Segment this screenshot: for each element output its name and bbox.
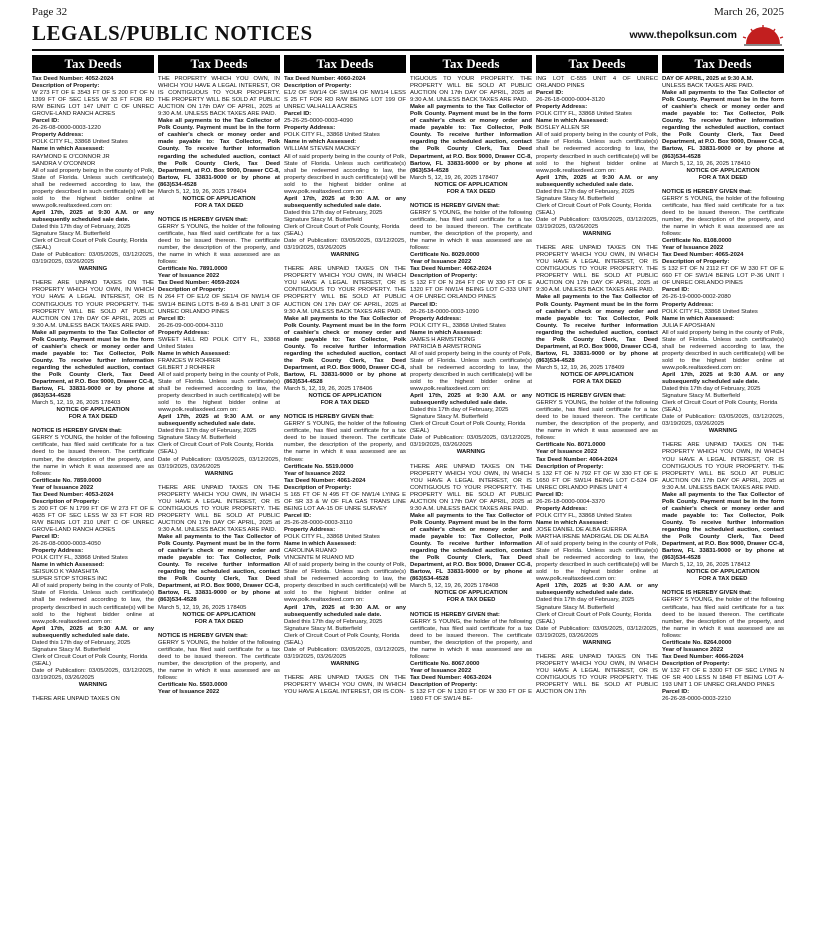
notice-bold-text: NOTICE IS HEREBY GIVEN that: [284,414,374,421]
website-link[interactable]: www.thepolksun.com [629,29,737,41]
notice-text: GERRY S YOUNG, the holder of the following certificate, has filed said certificate for a tax deed to be issued thereon. The certificate number, the description of the property, and the name in which it was assessed are as follows: [158,223,280,266]
notice-text: GERRY S YOUNG, the holder of the following certificate, has filed said certificate for a tax deed to be issued thereon. The certificate number, the description of the property, and the name in which it was assessed are as follows: [32,435,154,477]
notice-text: GERRY S YOUNG, the holder of the following certificate, has filed said certificate for a tax deed to be issued thereon. The certificate number, the description of the property, and the name in which it was assessed are as follows: [158,639,280,681]
notice-text: 26-26-19-0000-0002-2080 [662,294,731,301]
notice-text: Dated this 17th day of February, 2025 Signature Stacy M. Butterfield Clerk of Circuit Court of Polk County, Florida (SEAL) Date of Publication: 03/05/2025, 03/12/2025, 03/19/2025, 03/26/2025 [32,223,154,266]
warning-label: WARNING [330,660,360,667]
notice-text: W 132 FT OF E 3300 FT OF SEC LYING N OF SR 400 LESS N 1848 FT BEING LOT A-193 UNIT 1 OF UNREC ORLANDO PINES [662,667,784,689]
notice-text: THERE ARE UNPAID TAXES ON THE PROPERTY WHICH YOU OWN, IN WHICH YOU HAVE A LEGAL INTEREST, OR IS CONTIGUOUS TO YOUR PROPERTY. THE PROPERTY WILL BE SOLD AT PUBLIC AUCTION ON 17th DAY OF APRIL, 2025 at 9:30 A.M. UNLESS BACK TAXES ARE PAID. [284,266,406,315]
notice-bold-text: Parcel ID: [284,512,312,519]
notice-text: 25-26-28-0000-0003-3110 [284,519,353,526]
notice-bold-text: Parcel ID: [662,287,690,294]
notice-bold-text: Name in which Assessed: [158,350,231,357]
notice-text: S 132 FT OF N 264 FT OF W 330 FT OF E 1320 FT OF NW1/4 BEING LOT C-333 UNIT 4 OF UNREC ORLANDO PINES [410,280,532,301]
notice-text: THERE ARE UNPAID TAXES ON THE PROPERTY WHICH YOU OWN, IN WHICH YOU HAVE A LEGAL INTEREST, OR IS CONTIGUOUS TO YOUR PROPERTY. THE PROPERTY WILL BE SOLD AT PUBLIC AUCTION ON 17th DAY OF APRIL, 2025 at 9:30 A.M. UNLESS BACK TAXES ARE PAID. [662,442,784,491]
warning-label: WARNING [582,231,612,238]
notice-text: S 132 FT OF N 1320 FT OF W 330 FT OF E 1980 FT OF SW1/4 BE- [410,689,532,703]
column-heading: Tax Deeds [284,55,406,73]
notice-text: POLK CITY FL, 33868 United States [284,132,380,139]
notice-text: Dated this 17th day of February, 2025 Signature Stacy M. Butterfield Clerk of Circuit Court of Polk County, Florida (SEAL) Date of Publication: 03/05/2025, 03/12/2025, 03/19/2025, 03/26/2025 [662,386,784,428]
notice-bold-text: Certificate No. 7891.0000 Year of Issuance 2022 Tax Deed Number: 4059-2024 Description of Property: [158,266,240,294]
notice-text: BOSLEY ALLEN SR All of said property being in the county of Polk, State of Florida. Unless such certificate(s) shall be redeemed according to law, the property described in such certificate(s) will be sold to the highest bidder online at www.polk.realtaxdeed.com on: [536,125,658,174]
notice-text: CAROLINA RUANO VINCENTE M RUANO MD All of said property being in the county of Polk, State of Florida. Unless such certificate(s) shall be redeemed according to law, the property described in such certificate(s) will be sold to the highest bidder online at www.polk.realtaxdeed.com on: [284,548,406,604]
notice-heading: NOTICE OF APPLICATION FOR A TAX DEED [182,611,256,625]
notice-text: POLK CITY FL, 33868 United States [536,111,632,118]
notice-text: THERE ARE UNPAID TAXES ON THE PROPERTY WHICH YOU OWN, IN WHICH YOU HAVE A LEGAL INTEREST, OR IS CONTIGUOUS TO YOUR PROPERTY. THE PROPERTY WILL BE SOLD AT PUBLIC AUCTION ON 17th DAY OF APRIL, 2025 at 9:30 A.M. UNLESS BACK TAXES ARE PAID. [536,245,658,294]
notice-text: March 5, 12, 19, 26, 2025 178409 [536,364,625,371]
column-text [32,76,154,932]
notice-bold-text: April 17th, 2025 at 9:30 A.M. or any subsequently scheduled sale date. [284,195,406,209]
notice-text: 26-26-09-000-0004-3110 [158,322,224,329]
notice-text: JULIA F APOSHIAN All of said property being in the county of Polk, State of Florida. Unless such certificate(s) shall be redeemed according to law, the property described in such certificate(s) will be sold to the highest bidder online at www.polk.realtaxdeed.com on: [662,322,784,371]
notice-text: N 264 FT OF E1/2 OF SE1/4 OF NW1/4 OF SW1/4 BEING LOTS B-69 & B-81 UNIT 3 OF UNREC ORLANDO PINES [158,294,280,315]
notice-text: RAYMOND E O'CONNOR JR SANDRA V O'CONNOR All of said property being in the county of Polk, State of Florida. Unless such certificate(s) shall be redeemed according to law, the property described in such certificate(s) will be sold to the highest bidder online at www.polk.realtaxdeed.com on: [32,153,154,209]
notice-bold-text: NOTICE IS HEREBY GIVEN that: [662,188,752,195]
notice-text: 26-26-28-0000-0003-2210 [662,696,731,703]
notice-text: 26-26-18-0000-0004-3370 [536,498,605,505]
notice-text: Dated this 17th day of February, 2025 Signature Stacy M. Butterfield Clerk of Circuit Court of Polk County, Florida (SEAL) Date of Publication: 03/05/2025, 03/12/2025, 03/19/2025, 03/26/2025 [284,209,406,252]
notice-heading: NOTICE OF APPLICATION FOR A TAX DEED [308,393,382,407]
notice-bold-text: April 17th, 2025 at 9:30 A.M. or any subsequently scheduled sale date. [536,583,658,597]
notice-bold-text: Certificate No. 8071.0000 Year of Issuance 2022 Tax Deed Number: 4064-2024 Description of Property: [536,442,618,470]
notice-bold-text: NOTICE IS HEREBY GIVEN that: [662,590,752,597]
notice-text: 26-26-18-0000-0003-1090 [410,308,479,315]
notice-text: JOSE DANIEL DE ALBA GUERRA MARTHA IRENE MADRIGAL DE DE ALBA All of said property being in the county of Polk, State of Florida. Unless such certificate(s) shall be redeemed according to law, the property described in such certificate(s) will be sold to the highest bidder online at www.polk.realtaxdeed.com on: [536,527,658,583]
notice-text: 26-26-08-0000-0003-4050 [32,541,101,548]
notice-bold-text: April 17th, 2025 at 9:30 A.M. or any subsequently scheduled sale date. [284,604,406,618]
notice-bold-text: Certificate No. 8067.0000 Year of Issuance 2022 Tax Deed Number: 4063-2024 Description of Property: [410,660,492,689]
sun-logo-icon [742,24,784,46]
column-5 [536,55,658,935]
notice-heading: NOTICE OF APPLICATION FOR A TAX DEED [434,590,508,604]
notice-bold-text: Name in which Assessed: [284,139,357,146]
notice-text: TIGUOUS TO YOUR PROPERTY. THE PROPERTY WILL BE SOLD AT PUBLIC AUCTION ON 17th DAY OF APRIL, 2025 at 9:30 A.M. UNLESS BACK TAXES ARE PAID. [410,76,532,104]
notice-text: SEISUKO K YAMASHITA SUPER STOP STORES INC All of said property being in the county of Polk, State of Florida. Unless such certificate(s) shall be redeemed according to law, the property described in such certificate(s) will be sold to the highest bidder online at www.polk.realtaxdeed.com on: [32,569,154,625]
notice-bold-text: Name in which Assessed: [32,562,105,569]
notice-bold-text: Parcel ID: [158,315,186,322]
notice-text: March 5, 12, 19, 26, 2025 178407 [410,174,499,181]
notice-bold-text: Name in which Assessed: [32,146,105,153]
issue-date: March 26, 2025 [714,6,784,18]
page-header-line [32,6,784,20]
notice-bold-text: Make all payments to the Tax Collector of Polk County. Payment must be in the form of cashier's check or money order and made payable to: Tax Collector, Polk County. To receive further information regarding the scheduled auction, contact the Polk County Clerk, Tax Deed Department, at P.O. Box 9000, Drawer CC-8, Bartow, FL 33831-9000 or by phone at (863)534-4528 [32,329,154,400]
notice-text: GERRY S YOUNG, the holder of the following certificate, has filed said certificate for a tax deed to be issued thereon. The certificate number, the description of the property, and the name in which it was assessed are as follows: [536,400,658,442]
notice-text: Dated this 17th day of February, 2025 Signature Stacy M. Butterfield Clerk of Circuit Court of Polk County, Florida (SEAL) Date of Publication: 03/05/2025, 03/12/2025, 03/19/2025, 03/26/2025 [32,639,154,681]
notice-text: March 5, 12, 19, 26, 2025 178405 [158,604,247,611]
notice-bold-text: Parcel ID: [662,689,690,696]
notice-text: FRANCES W ROHRER GILBERT J ROHRER All of said property being in the county of Polk, State of Florida. Unless such certificate(s) shall be redeemed according to law, the property described in such certificate(s) will be sold to the highest bidder online at www.polk.realtaxdeed.com on: [158,357,280,414]
notice-bold-text: Tax Deed Number: 4060-2024 Description of Property: [284,76,366,90]
notice-bold-text: Name in which Assessed: [284,541,357,548]
notice-bold-text: Certificate No. 8108.0000 Year of Issuance 2022 Tax Deed Number: 4065-2024 Description of Property: [662,238,744,266]
notice-text: GERRY S YOUNG, the holder of the following certificate, has filed said certificate for a tax deed to be issued thereon. The certificate number, the description of the property, and the name in which it was assessed are as follows: [662,597,784,639]
notice-text: W 273 FT OF E 3543 FT OF S 200 FT OF N 1399 FT OF SEC LESS W 33 FT FOR RD R/W BEING LOT 147 UNIT C OF UNREC GROVE-LAND RANCH ACRES [32,90,154,118]
column-heading: Tax Deeds [662,55,784,73]
notice-bold-text: Property Address: [536,505,588,512]
notice-bold-text: Property Address: [536,104,588,111]
notice-bold-text: NOTICE IS HEREBY GIVEN that: [158,216,248,223]
notice-text: Dated this 17th day of February, 2025 Signature Stacy M. Butterfield Clerk of Circuit Court of Polk County, Florida (SEAL) Date of Publication: 03/05/2025, 03/12/2025, 03/19/2025, 03/26/2025 [158,428,280,470]
warning-label: WARNING [582,639,612,646]
notice-text: POLK CITY FL, 33868 United States [284,534,380,541]
warning-label: WARNING [204,470,234,477]
notice-bold-text: Parcel ID: [536,90,564,97]
notice-bold-text: April 17th, 2025 at 9:30 A.M. or any subsequently scheduled sale date. [32,625,154,639]
notice-heading: NOTICE OF APPLICATION FOR A TAX DEED [56,407,130,421]
notice-bold-text: NOTICE IS HEREBY GIVEN that: [158,632,248,639]
column-heading: Tax Deeds [32,55,154,73]
notice-bold-text: Name in which Assessed: [410,329,483,336]
notice-heading: NOTICE OF APPLICATION FOR A TAX DEED [686,569,760,583]
notice-text: THERE ARE UNPAID TAXES ON THE PROPERTY WHICH YOU OWN, IN WHICH YOU HAVE A LEGAL INTEREST, OR IS CONTIGUOUS TO YOUR PROPERTY. THE PROPERTY WILL BE SOLD AT PUBLIC AUCTION ON 17th [536,653,658,696]
warning-label: WARNING [708,428,738,435]
notice-bold-text: Property Address: [284,125,336,132]
column-6 [662,55,784,935]
notice-bold-text: Parcel ID: [32,118,60,125]
masthead [32,22,784,46]
notice-text: 26-26-08-0000-0003-1220 [32,125,101,132]
notice-bold-text: Property Address: [158,329,210,336]
notice-text: THE PROPERTY WHICH YOU OWN, IN WHICH YOU HAVE A LEGAL INTEREST, OR IS CONTIGUOUS TO YOUR PROPERTY. THE PROPERTY WILL BE SOLD AT PUBLIC AUCTION ON 17th DAY OF APRIL, 2025 at 9:30 A.M. UNLESS BACK TAXES ARE PAID. [158,76,280,118]
notice-columns [32,55,784,935]
column-text [536,76,658,932]
site-branding [629,24,784,46]
notice-text: JAMES H ARMSTRONG PATRICIA B ARMSTRONG All of said property being in the county of Polk, State of Florida. Unless such certificate(s) shall be redeemed according to law, the property described in such certificate(s) will be sold to the highest bidder online at www.polk.realtaxdeed.com on: [410,336,532,393]
notice-bold-text: DAY OF APRIL, 2025 at 9:30 A.M. [662,76,754,82]
notice-bold-text: Property Address: [32,132,84,139]
column-text [662,76,784,932]
notice-bold-text: Name in which Assessed: [536,519,609,526]
notice-bold-text: Certificate No. 5519.0000 Year of Issuance 2022 Tax Deed Number: 4061-2024 Description of Property: [284,463,366,491]
notice-text: POLK CITY FL, 33868 United States [32,139,128,146]
notice-text: GERRY S YOUNG, the holder of the following certificate, has filed said certificate for a tax deed to be issued thereon. The certificate number, the description of the property, and the name in which it was assessed are as follows: [410,618,532,660]
notice-text: POLK CITY FL, 33868 United States [536,512,632,519]
notice-text: THERE ARE UNPAID TAXES ON THE PROPERTY WHICH YOU OWN, IN WHICH YOU HAVE A LEGAL INTEREST, OR IS CONTIGUOUS TO YOUR PROPERTY. THE PROPERTY WILL BE SOLD AT PUBLIC AUCTION ON 17th DAY OF APRIL, 2025 at 9:30 A.M. UNLESS BACK TAXES ARE PAID. [32,280,154,329]
notice-text: 26-26-18-0000-0004-3120 [536,97,605,104]
notice-bold-text: Certificate No. 7859.0000 Year of Issuance 2022 Tax Deed Number: 4053-2024 Description of Property: [32,477,114,505]
notice-bold-text: Make all payments to the Tax Collector of Polk County. Payment must be in the form of cashier's check or money order and made payable to: Tax Collector, Polk County. To receive further information regarding the scheduled auction, contact the Polk County Clerk, Tax Deed Department, at P.O. Box 9000, Drawer CC-8, Bartow, FL 33831-9000 or by phone at (863)534-4528 [536,294,658,364]
notice-text: Dated this 17th day of February, 2025 Signature Stacy M. Butterfield Clerk of Circuit Court of Polk County, Florida (SEAL) Date of Publication: 03/05/2025, 03/12/2025, 03/19/2025, 03/26/2025 [536,188,658,230]
warning-label: WARNING [330,252,360,259]
notice-text: UNLESS BACK TAXES ARE PAID. [662,83,754,90]
notice-bold-text: Parcel ID: [284,111,312,118]
column-text [410,76,532,932]
notice-bold-text: Make all payments to the Tax Collector of Polk County. Payment must be in the form of cashier's check or money order and made payable to: Tax Collector, Polk County. To receive further information regarding the scheduled auction, contact the Polk County Clerk, Tax Deed Department, at P.O. Box 9000, Drawer CC-8, Bartow, FL 33831-9000 or by phone at (863)534-4528 [158,534,280,604]
notice-text: GERRY S YOUNG, the holder of the following certificate, has filed said certificate for a tax deed to be issued thereon. The certificate number, the description of the property, and the name in which it was assessed are as follows: [410,209,532,252]
notice-bold-text: April 17th, 2025 at 9:30 A.M. or any subsequently scheduled sale date. [158,414,280,428]
notice-bold-text: Parcel ID: [536,491,564,498]
column-2 [158,55,280,935]
notice-text: THERE ARE UNPAID TAXES ON THE PROPERTY WHICH YOU OWN, IN WHICH YOU HAVE A LEGAL INTEREST, OR IS CONTIGUOUS TO YOUR PROPERTY. THE PROPERTY WILL BE SOLD AT PUBLIC AUCTION ON 17th DAY OF APRIL, 2025 at 9:30 A.M. UNLESS BACK TAXES ARE PAID. [410,463,532,512]
notice-text: March 5, 12, 19, 26, 2025 178403 [32,400,121,407]
notice-text: March 5, 12, 19, 26, 2025 178404 [158,188,247,195]
notice-heading: NOTICE OF APPLICATION FOR A TAX DEED [560,371,634,386]
warning-label: WARNING [78,682,108,689]
header-rule [32,49,784,51]
page-number: Page 32 [32,6,68,18]
notice-bold-text: Parcel ID: [32,534,60,541]
notice-bold-text: April 17th, 2025 at 9:30 A.M. or any subsequently scheduled sale date. [410,393,532,407]
notice-bold-text: Make all payments to the Tax Collector of Polk County. Payment must be in the form of cashier's check or money order and made payable to: Tax Collector, Polk County. To receive further information regarding the scheduled auction, contact the Polk County Clerk, Tax Deed Department, at P.O. Box 9000, Drawer CC-8, Bartow, FL 33831-9000 or by phone at (863)534-4528 [662,491,784,562]
notice-bold-text: Certificate No. 5503.0000 Year of Issuance 2022 [158,682,228,696]
section-title: LEGALS/PUBLIC NOTICES [32,21,313,45]
notice-text: March 5, 12, 19, 26, 2025 178412 [662,562,751,569]
warning-label: WARNING [456,449,486,456]
notice-text: THERE ARE UNPAID TAXES ON THE PROPERTY WHICH YOU OWN, IN WHICH YOU HAVE A LEGAL INTEREST, OR IS CON- [284,674,406,696]
notice-bold-text: Make all payments to the Tax Collector of Polk County. Payment must be in the form of cashier's check or money order and made payable to: Tax Collector, Polk County. To receive further information regarding the scheduled auction, contact the Polk County Clerk, Tax Deed Department, at P.O. Box 9000, Drawer CC-8, Bartow, FL 33831-9000 or by phone at (863)534-4528 [410,104,532,174]
notice-text: Dated this 17th day of February, 2025 Signature Stacy M. Butterfield Clerk of Circuit Court of Polk County, Florida (SEAL) Date of Publication: 03/05/2025, 03/12/2025, 03/19/2025, 03/26/2025 [284,618,406,660]
column-3 [284,55,406,935]
notice-text: GERRY S YOUNG, the holder of the following certificate, has filed said certificate for a tax deed to be issued thereon. The certificate number, the description of the property, and the name in which it was assessed are as follows: [662,195,784,238]
notice-bold-text: April 17th, 2025 at 9:30 A.M. or any subsequently scheduled sale date. [32,209,154,223]
column-text [158,76,280,932]
notice-bold-text: Parcel ID: [410,301,438,308]
notice-bold-text: NOTICE IS HEREBY GIVEN that: [410,202,500,209]
column-heading: Tax Deeds [158,55,280,73]
notice-text: E1/2 OF SW1/4 OF SW1/4 OF NW1/4 LESS S 25 FT FOR RD R/W BEING LOT 199 OF UNREC VALHALLA ACRES [284,90,406,111]
notice-text: S 165 FT OF N 495 FT OF NW1/4 LYING E OF SR 33 & W OF FLA GAS TRANS LINE BEING LOT AA-15 OF UNRE SURVEY [284,491,406,512]
notice-text: 25-26-25-0000-0003-4090 [284,118,353,125]
notice-text: S 132 FT OF N 792 FT OF W 330 FT OF E 1650 FT OF SW1/4 BEING LOT C-524 OF UNREC ORLANDO PINES UNIT 4 [536,470,658,491]
notice-heading: NOTICE OF APPLICATION FOR A TAX DEED [686,167,760,181]
warning-label: WARNING [78,266,108,273]
column-heading: Tax Deeds [410,55,532,73]
column-text [284,76,406,932]
notice-text: Dated this 17th day of February, 2025 Signature Stacy M. Butterfield Clerk of Circuit Court of Polk County, Florida (SEAL) Date of Publication: 03/05/2025, 03/12/2025, 03/19/2025, 03/26/2025 [410,407,532,449]
notice-text: March 5, 12, 19, 26, 2025 178408 [410,583,499,590]
notice-bold-text: Make all payments to the Tax Collector of Polk County. Payment must be in the form of cashier's check or money order and made payable to: Tax Collector, Polk County. To receive further information regarding the scheduled auction, contact the Polk County Clerk, Tax Deed Department, at P.O. Box 9000, Drawer CC-8, Bartow, FL 33831-9000 or by phone at (863)534-4528 [410,512,532,583]
notice-bold-text: Make all payments to the Tax Collector of Polk County. Payment must be in the form of cashier's check or money order and made payable to: Tax Collector, Polk County. To receive further information regarding the scheduled auction, contact the Polk County Clerk, Tax Deed Department, at P.O. Box 9000, Drawer CC-8, Bartow, FL 33831-9000 or by phone at (863)534-4528 [284,315,406,386]
notice-bold-text: Property Address: [32,548,84,555]
notice-bold-text: Name in which Assessed: [536,118,609,125]
notice-text: WILLIAM STEVEN MACKEY All of said property being in the county of Polk, State of Florida. Unless such certificate(s) shall be redeemed according to law, the property described in such certificate(s) will be sold to the highest bidder online at www.polk.realtaxdeed.com on: [284,146,406,195]
notice-text: S 200 FT OF N 1799 FT OF W 273 FT OF E 4635 FT OF SEC LESS W 33 FT FOR RD R/W BEING LOT 210 UNIT C OF UNREC GROVE-LAND RANCH ACRES [32,505,154,533]
notice-bold-text: Certificate No. 8029.0000 Year of Issuance 2022 Tax Deed Number: 4062-2024 Description of Property: [410,252,492,280]
notice-heading: NOTICE OF APPLICATION FOR A TAX DEED [182,195,256,209]
notice-bold-text: Name in which Assessed: [662,315,735,322]
notice-text: THERE ARE UNPAID TAXES ON THE PROPERTY WHICH YOU OWN, IN WHICH YOU HAVE A LEGAL INTEREST, OR IS CONTIGUOUS TO YOUR PROPERTY. THE PROPERTY WILL BE SOLD AT PUBLIC AUCTION ON 17th DAY OF APRIL, 2025 at 9:30 A.M. UNLESS BACK TAXES ARE PAID. [158,484,280,533]
notice-text: POLK CITY FL, 33868 United States [32,555,128,562]
notice-text: THERE ARE UNPAID TAXES ON [32,696,120,703]
notice-bold-text: Tax Deed Number: 4052-2024 Description of Property: [32,76,114,90]
notice-bold-text: Property Address: [410,315,462,322]
notice-bold-text: April 17th, 2025 at 9:30 A.M. or any subsequently scheduled sale date. [662,371,784,386]
notice-text: GERRY S YOUNG, the holder of the following certificate, has filed said certificate for a tax deed to be issued thereon. The certificate number, the description of the property, and the name in which it was assessed are as follows: [284,421,406,463]
notice-text: March 5, 12, 19, 26, 2025 178410 [662,160,751,167]
notice-text: POLK CITY FL, 33868 United States [410,322,506,329]
notice-bold-text: Property Address: [662,301,714,308]
notice-bold-text: NOTICE IS HEREBY GIVEN that: [536,393,626,400]
notice-bold-text: Certificate No. 8264.0000 Year of Issuance 2022 Tax Deed Number: 4066-2024 Description of Property: [662,639,744,667]
notice-bold-text: Property Address: [284,527,336,533]
notice-text: POLK CITY FL, 33868 United States [662,308,758,315]
notice-bold-text: NOTICE IS HEREBY GIVEN that: [410,611,500,618]
notice-text: Dated this 17th day of February, 2025 Signature Stacy M. Butterfield Clerk of Circuit Court of Polk County, Florida (SEAL) Date of Publication: 03/05/2025, 03/12/2025, 03/19/2025, 03/26/2025 [536,597,658,639]
notice-bold-text: Make all payments to the Tax Collector of Polk County. Payment must be in the form of cashier's check or money order and made payable to: Tax Collector, Polk County. To receive further information regarding the scheduled auction, contact the Polk County Clerk, Tax Deed Department, at P.O. Box 9000, Drawer CC-8, Bartow, FL 33831-9000 or by phone at (863)534-4528 [662,90,784,160]
notice-text: SWEET HILL RD POLK CITY FL, 33868 United States [158,336,280,350]
notice-text: S 132 FT OF N 2112 FT OF W 330 FT OF E 660 FT OF SW1/4 BEING LOT P-36 UNIT I OF UNREC ORLANDO PINES [662,266,784,287]
notice-text: ING LOT C-555 UNIT 4 OF UNREC ORLANDO PINES [536,76,658,90]
notice-bold-text: NOTICE IS HEREBY GIVEN that: [32,428,122,435]
column-4 [410,55,532,935]
column-1 [32,55,154,935]
notice-bold-text: April 17th, 2025 at 9:30 A.M. or any subsequently scheduled sale date. [536,174,658,188]
notice-bold-text: Make all payments to the Tax Collector of Polk County. Payment must be in the form of cashier's check or money order and made payable to: Tax Collector, Polk County. To receive further information regarding the scheduled auction, contact the Polk County Clerk, Tax Deed Department, at P.O. Box 9000, Drawer CC-8, Bartow, FL 33831-9000 or by phone at (863)534-4528 [158,118,280,188]
notice-text: March 5, 12, 19, 26, 2025 178406 [284,386,373,393]
column-heading: Tax Deeds [536,55,658,73]
notice-heading: NOTICE OF APPLICATION FOR A TAX DEED [434,181,508,195]
